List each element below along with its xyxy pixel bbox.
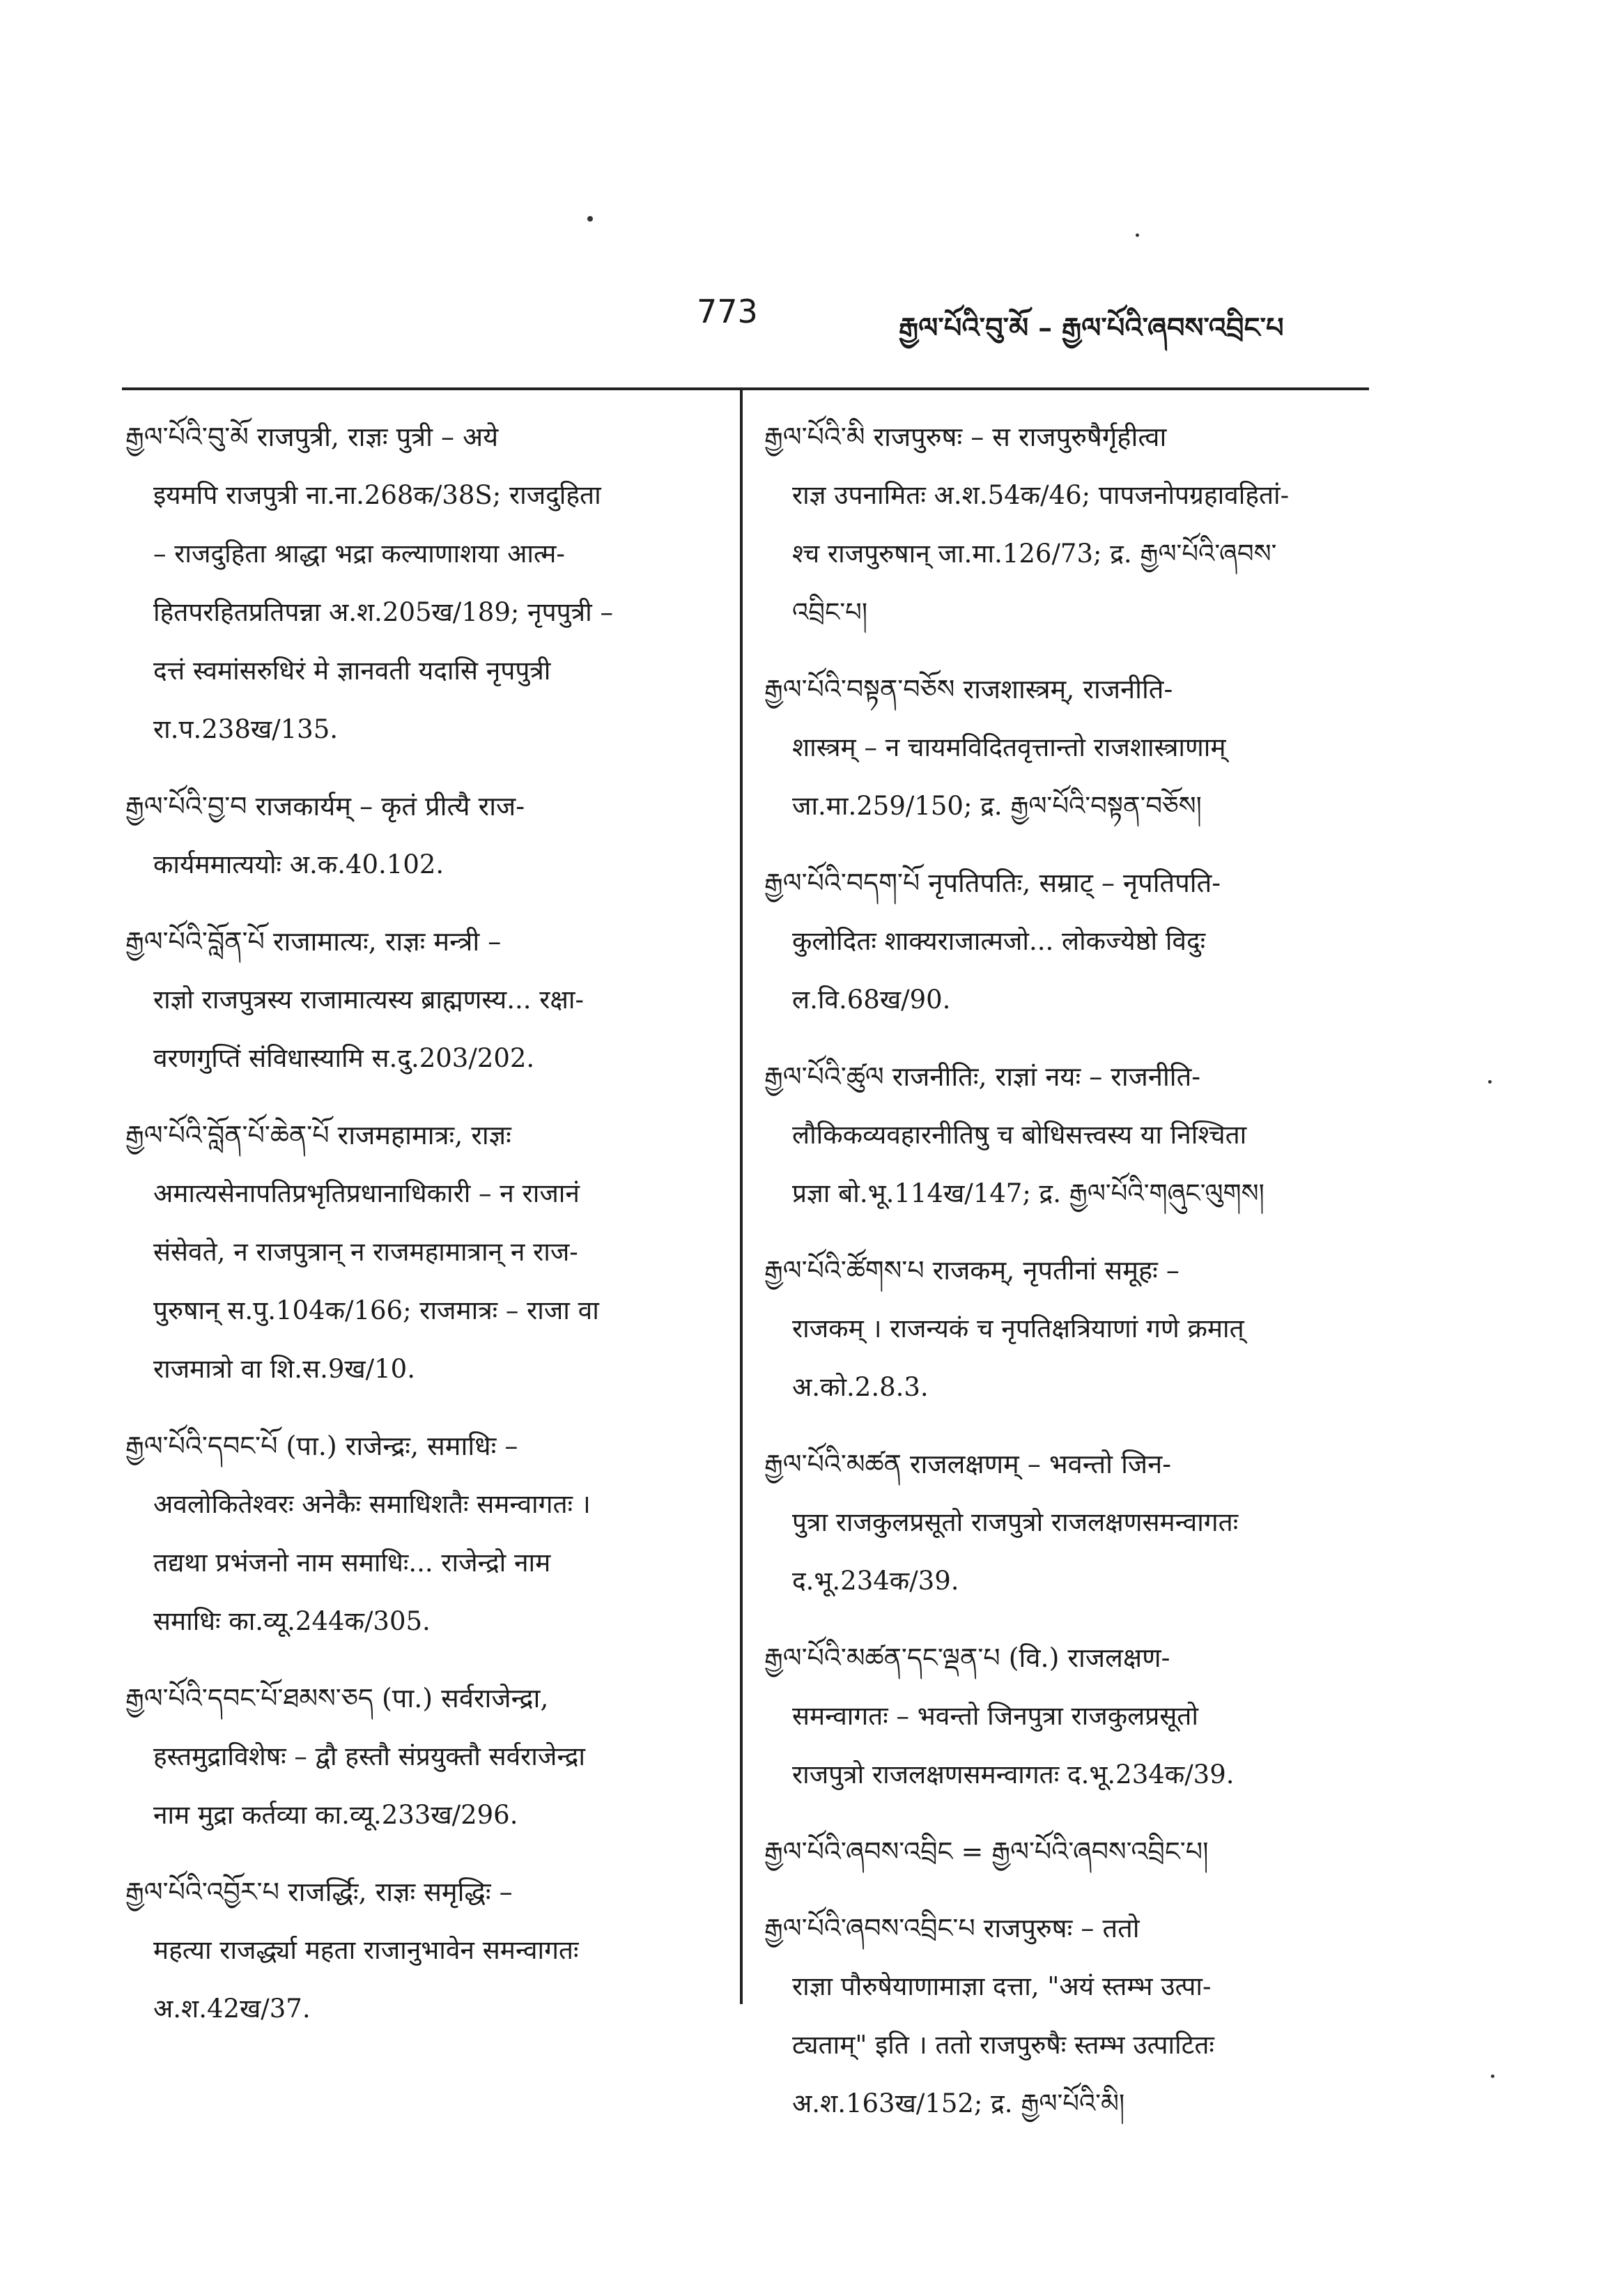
entry-headline: རྒྱལ་པོའི་མི राजपुरुषः – स राजपुरुषैर्गृहीत्वा [764,422,1167,452]
dictionary-entry [764,1629,1360,1804]
entry-line: राज्ञा पौरुषेयाणामाज्ञा दत्ता, "अयं स्तम्भ उत्पा- [792,1971,1212,2001]
entry-headline: རྒྱལ་པོའི་མཚན राजलक्षणम् – भवन्तो जिन- [764,1449,1172,1479]
entry-line: लौकिकव्यवहारनीतिषु च बोधिसत्त्वस्य या निश्चिता [792,1120,1247,1150]
entry-line: जा.मा.259/150; द्र. རྒྱལ་པོའི་བསྟན་བཅོས། [792,791,1202,821]
dictionary-entry [125,912,721,1088]
entry-line: राजपुत्रो राजलक्षणसमन्वागतः द.भू.234क/39. [792,1760,1235,1789]
dictionary-entry [125,1669,721,1845]
dictionary-entry [764,1435,1360,1610]
speck-mark [1491,2074,1494,2078]
entry-line: ल.वि.68ख/90. [792,985,951,1015]
entry-line: समन्वागतः – भवन्तो जिनपुत्रा राजकुलप्रसूतो [792,1701,1198,1731]
dictionary-entry [764,408,1360,642]
entry-line: – राजदुहिता श्राद्धा भद्रा कल्याणाशया आत्म- [153,539,565,569]
entry-headline: རྒྱལ་པོའི་བྱ་བ राजकार्यम् – कृतं प्रीत्यै राज- [125,791,525,822]
entry-headline: རྒྱལ་པོའི་བསྟན་བཅོས राजशास्त्रम्, राजनीति- [764,674,1173,705]
entry-line: हस्तमुद्राविशेषः – द्वौ हस्तौ संप्रयुक्तौ सर्वराजेन्द्रा [153,1741,585,1771]
dictionary-entry [764,1047,1360,1223]
entry-headline: རྒྱལ་པོའི་བློན་པོ་ཆེན་པོ राजमहामात्रः, राज्ञः [125,1120,511,1150]
entry-line: रा.प.238ख/135. [153,714,338,744]
dictionary-entry [764,660,1360,836]
entry-headline: རྒྱལ་པོའི་མཚན་དང་ལྡན་པ (वि.) राजलक्षण- [764,1642,1170,1673]
entry-line: शास्त्रम् – न चायमविदितवृत्तान्तो राजशास्त्राणाम् [792,732,1226,762]
entry-headline: རྒྱལ་པོའི་བུ་མོ राजपुत्री, राज्ञः पुत्री – अये [125,422,499,452]
entry-headline: རྒྱལ་པོའི་ཞབས་འབྲིང་པ राजपुरुषः – ततो [764,1913,1140,1943]
right-column [764,408,1360,2151]
entry-line: नाम मुद्रा कर्तव्या का.व्यू.233ख/296. [153,1800,518,1830]
entry-line: संसेवते, न राजपुत्रान् न राजमहामात्रान् न राज- [153,1237,578,1267]
entry-line: राज्ञ उपनामितः अ.श.54क/46; पापजनोपग्रहावहितां- [792,480,1290,510]
dictionary-entry [764,1822,1360,1881]
entry-line: अ.श.42ख/37. [153,1994,311,2024]
entry-headline: རྒྱལ་པོའི་འབྱོར་པ राजर्द्धिः, राज्ञः समृद्धिः – [125,1877,513,1907]
entry-line: तद्यथा प्रभंजनो नाम समाधिः... राजेन्द्रो नाम [153,1548,551,1578]
dictionary-entry [125,1417,721,1651]
entry-line: पुत्रा राजकुलप्रसूतो राजपुत्रो राजलक्षणसमन्वागतः [792,1507,1239,1537]
dictionary-entry [764,1899,1360,2133]
entry-line: अ.को.2.8.3. [792,1372,929,1402]
speck-mark [1488,1080,1492,1084]
entry-headline: རྒྱལ་པོའི་བློན་པོ राजामात्यः, राज्ञः मन्त्री – [125,926,502,957]
speck-mark [587,216,593,222]
entry-line: प्रज्ञा बो.भू.114ख/147; द्र. རྒྱལ་པོའི་གཞུང་ལུགས། [792,1178,1265,1208]
entry-headline: རྒྱལ་པོའི་ཚུལ राजनीतिः, राज्ञां नयः – राजनीति- [764,1061,1201,1092]
entry-line: कुलोदितः शाक्यराजात्मजो... लोकज्येष्ठो विदुः [792,926,1206,956]
entry-line: वरणगुप्तिं संविधास्यामि स.दु.203/202. [153,1043,535,1073]
dictionary-entry [125,1106,721,1399]
entry-headline: རྒྱལ་པོའི་དབང་པོ་ཐམས་ཅད (पा.) सर्वराजेन्द्रा, [125,1683,549,1714]
dictionary-entry [125,777,721,894]
entry-headline: རྒྱལ་པོའི་བདག་པོ नृपतिपतिः, सम्राट् – नृपतिपति- [764,868,1221,898]
entry-line: ट्यताम्" इति । ततो राजपुरुषैः स्तम्भ उत्पाटितः [792,2030,1214,2060]
running-head: རྒྱལ་པོའི་བུ་མོ – རྒྱལ་པོའི་ཞབས་འབྲིང་པ [899,311,1284,344]
entry-line: कार्यममात्ययोः अ.क.40.102. [153,849,444,879]
entry-line: अवलोकितेश्वरः अनेकैः समाधिशतैः समन्वागतः । [153,1489,591,1519]
entry-headline: རྒྱལ་པོའི་དབང་པོ (पा.) राजेन्द्रः, समाधिः – [125,1431,518,1461]
left-column [125,408,721,2056]
entry-line: दत्तं स्वमांसरुधिरं मे ज्ञानवती यदासि नृपपुत्री [153,656,551,686]
entry-line: श्च राजपुरुषान् जा.मा.126/73; द्र. རྒྱལ་པོའི་ཞབས་ [792,539,1277,569]
entry-line: महत्या राजर्द्ध्या महता राजानुभावेन समन्वागतः [153,1935,579,1965]
dictionary-entry [764,1241,1360,1417]
entry-line: पुरुषान् स.पु.104क/166; राजमात्रः – राजा वा [153,1295,599,1325]
entry-line: राज्ञो राजपुत्रस्य राजामात्यस्य ब्राह्मणस्य... रक्षा- [153,985,585,1015]
entry-line: འབྲིང་པ། [792,597,868,627]
dictionary-entry [125,1863,721,2038]
entry-line: द.भू.234क/39. [792,1566,959,1596]
entry-line: हितपरहितप्रतिपन्ना अ.श.205ख/189; नृपपुत्री – [153,597,613,627]
entry-headline: རྒྱལ་པོའི་ཚོགས་པ राजकम्, नृपतीनां समूहः – [764,1255,1180,1286]
speck-mark [1136,233,1139,237]
entry-line: अमात्यसेनापतिप्रभृतिप्रधानाधिकारी – न राजानं [153,1178,580,1208]
header-rule [122,387,1369,390]
entry-line: राजमात्रो वा शि.स.9ख/10. [153,1354,415,1384]
dictionary-entry [764,854,1360,1029]
entry-line: अ.श.163ख/152; द्र. རྒྱལ་པོའི་མི། [792,2088,1125,2118]
entry-line: समाधिः का.व्यू.244क/305. [153,1606,431,1636]
entry-line: राजकम् । राजन्यकं च नृपतिक्षत्रियाणां गणे क्रमात् [792,1314,1244,1344]
entry-line: इयमपि राजपुत्री ना.ना.268क/38S; राजदुहिता [153,480,601,510]
dictionary-entry [125,408,721,759]
entry-headline: རྒྱལ་པོའི་ཞབས་འབྲིང = རྒྱལ་པོའི་ཞབས་འབྲིང་པ། [764,1836,1209,1867]
column-divider [740,390,743,2004]
page-number: 773 [697,293,758,330]
